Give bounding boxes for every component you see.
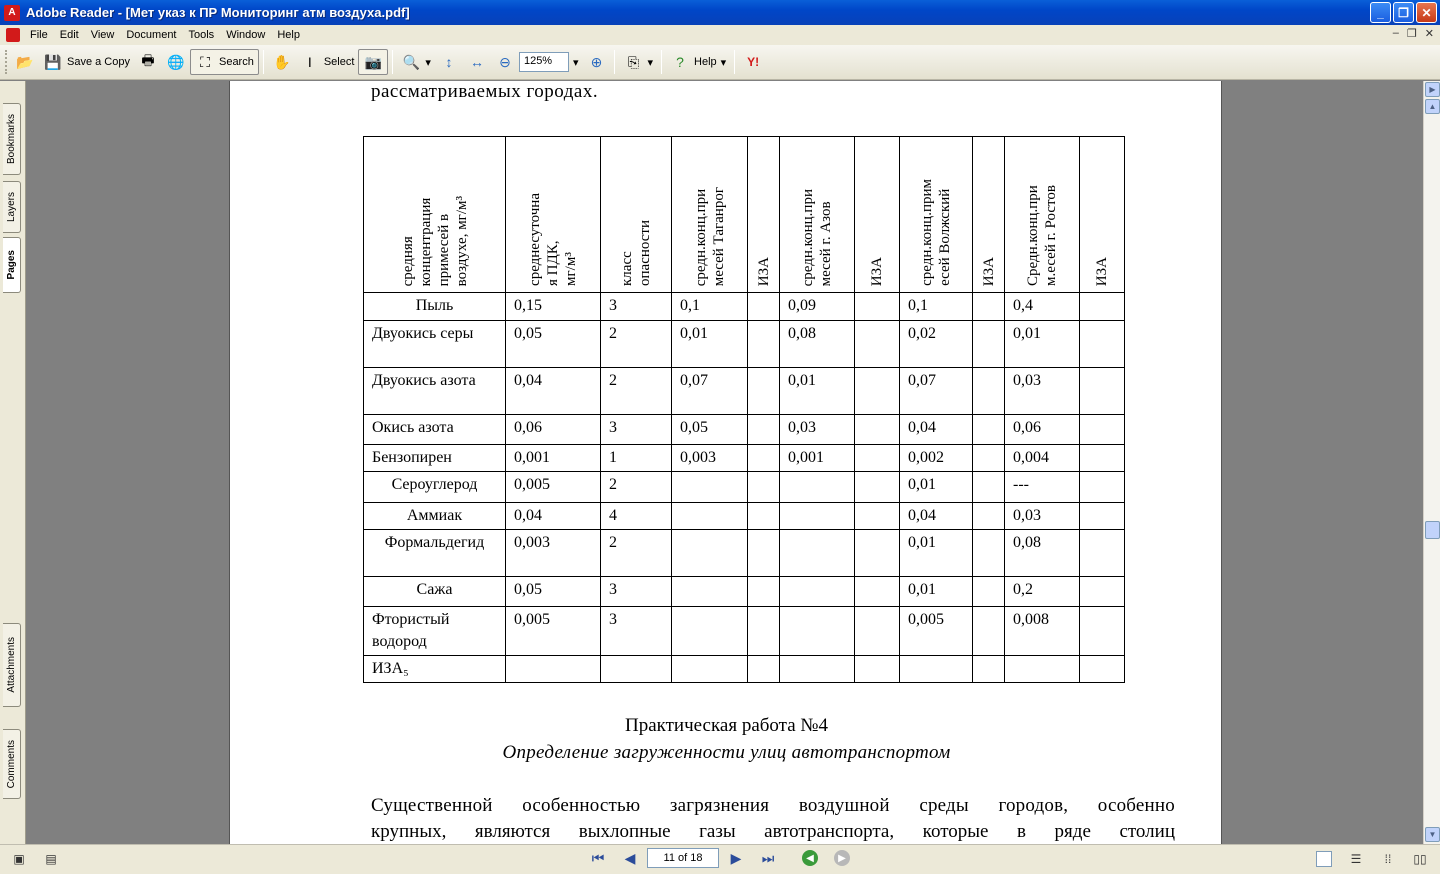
table-row [364, 321, 1125, 368]
table-cell: Двуокись азота [364, 368, 506, 415]
zoom-in-icon: ⊕ [590, 53, 603, 70]
hand-icon: ✋ [273, 53, 291, 70]
table-cell: Окись азота [364, 415, 506, 445]
table-row [364, 656, 1125, 683]
table-cell: 0,01 [900, 530, 973, 577]
table-cell: 0,05 [672, 415, 748, 445]
table-cell [672, 656, 748, 683]
table-cell [855, 530, 900, 577]
fit-page-button[interactable] [435, 49, 463, 75]
globe-icon: 🌐 [167, 53, 185, 70]
table-cell [973, 656, 1005, 683]
table-cell [855, 293, 900, 321]
table-cell [973, 577, 1005, 607]
select-tool-button[interactable] [296, 49, 359, 75]
printer-icon: 🖶 [141, 52, 155, 68]
zoom-out-button[interactable] [491, 49, 519, 75]
table-cell: 0,003 [506, 530, 601, 577]
table-cell: 0,04 [900, 503, 973, 530]
table-cell [672, 503, 748, 530]
dropdown-arrow-icon: ▾ [720, 56, 727, 69]
zoom-dropdown-arrow-icon[interactable]: ▾ [572, 56, 579, 69]
table-cell: 0,01 [1005, 321, 1080, 368]
table-cell: 0,01 [900, 472, 973, 503]
next-page-icon[interactable]: ▶ [730, 849, 742, 866]
page-size-icon[interactable]: ▤ [45, 852, 57, 866]
print-button[interactable] [134, 49, 162, 75]
yahoo-toolbar-button[interactable] [739, 49, 767, 75]
table-cell [1080, 530, 1125, 577]
table-cell: 0,008 [1005, 607, 1080, 656]
practical-work-title: Практическая работа №4 [624, 715, 829, 736]
table-cell [973, 368, 1005, 415]
table-cell: Сероуглерод [364, 472, 506, 503]
table-cell [855, 321, 900, 368]
snapshot-tool-button[interactable] [358, 49, 388, 75]
text-cursor-icon: I [307, 54, 312, 70]
table-cell: 2 [601, 530, 672, 577]
doc-restore-button[interactable]: ❐ [1406, 28, 1417, 40]
menu-tools[interactable]: Tools [188, 29, 215, 41]
table-cell: 0,06 [506, 415, 601, 445]
table-cell [855, 503, 900, 530]
fit-width-button[interactable] [463, 49, 491, 75]
rotate-icon: ⎘ [627, 53, 640, 70]
doc-minimize-button[interactable]: – [1392, 27, 1399, 39]
search-label: Search [218, 56, 254, 68]
doc-close-button[interactable]: ✕ [1424, 28, 1434, 40]
table-cell [748, 530, 780, 577]
table-cell [748, 503, 780, 530]
table-cell: 0,05 [506, 577, 601, 607]
help-icon: ? [676, 54, 684, 70]
table-cell [748, 368, 780, 415]
table-header-cell: ИЗА [973, 137, 1005, 293]
scroll-up-arrow-icon[interactable]: ▲ [1425, 99, 1440, 114]
continuous-icon[interactable]: ☰ [1350, 852, 1362, 866]
table-cell: 0,1 [672, 293, 748, 321]
table-cell: 0,01 [780, 368, 855, 415]
table-cell [672, 530, 748, 577]
table-cell: 2 [601, 368, 672, 415]
scrollbar-thumb[interactable] [1425, 521, 1440, 539]
continuous-facing-icon[interactable]: ⁞⁞ [1384, 852, 1392, 866]
table-cell: 0,05 [506, 321, 601, 368]
table-cell [1080, 607, 1125, 656]
table-cell [780, 472, 855, 503]
table-cell [900, 656, 973, 683]
table-cell: 0,4 [1005, 293, 1080, 321]
table-row [364, 415, 1125, 445]
table-cell: 0,07 [900, 368, 973, 415]
table-cell: 0,03 [1005, 503, 1080, 530]
page-text-line: рассматриваемых городах. [371, 81, 599, 102]
table-cell [601, 656, 672, 683]
single-page-icon[interactable] [1316, 851, 1332, 867]
rotate-view-button[interactable] [619, 49, 657, 75]
table-cell [748, 656, 780, 683]
toolbar-separator [614, 50, 615, 74]
table-cell [780, 656, 855, 683]
table-cell [973, 607, 1005, 656]
menu-document[interactable]: Document [126, 29, 177, 41]
table-header-cell: средн.конц.при месей г. Азов [780, 137, 855, 293]
table-cell: 1 [601, 445, 672, 472]
table-cell [1080, 472, 1125, 503]
table-cell: 0,15 [506, 293, 601, 321]
table-cell: 0,07 [672, 368, 748, 415]
table-cell [748, 445, 780, 472]
tab-bookmarks[interactable]: Bookmarks [3, 103, 21, 175]
table-cell [780, 577, 855, 607]
zoom-tool-button[interactable] [397, 49, 435, 75]
table-cell [1080, 445, 1125, 472]
table-cell [855, 577, 900, 607]
table-cell [855, 656, 900, 683]
table-row [364, 607, 1125, 656]
table-cell: 0,01 [900, 577, 973, 607]
table-cell: Аммиак [364, 503, 506, 530]
table-cell [1080, 368, 1125, 415]
table-cell [780, 607, 855, 656]
scroll-right-arrow-icon[interactable]: ▶ [1425, 82, 1440, 97]
search-button[interactable] [190, 49, 259, 75]
table-cell [748, 577, 780, 607]
table-row [364, 472, 1125, 503]
dropdown-arrow-icon: ▾ [647, 56, 654, 69]
table-cell [1080, 503, 1125, 530]
table-cell: 0,003 [672, 445, 748, 472]
table-cell [1080, 321, 1125, 368]
table-cell [780, 503, 855, 530]
previous-page-icon[interactable]: ◀ [624, 849, 636, 866]
table-cell: 0,1 [900, 293, 973, 321]
table-cell [855, 607, 900, 656]
table-row [364, 503, 1125, 530]
folder-icon: 📂 [16, 53, 34, 70]
save-copy-label: Save a Copy [67, 56, 130, 68]
yahoo-icon: Y! [747, 55, 760, 69]
table-cell: 0,005 [506, 607, 601, 656]
table-cell [1080, 415, 1125, 445]
table-cell [973, 321, 1005, 368]
table-cell [973, 415, 1005, 445]
practical-work-subtitle: Определение загруженности улиц автотранспортом [502, 742, 951, 763]
table-row [364, 445, 1125, 472]
pdf-icon: A [4, 5, 20, 21]
go-back-icon[interactable]: ◀ [802, 850, 818, 866]
page-number-field[interactable]: 11 of 18 [647, 848, 719, 868]
table-cell: 2 [601, 472, 672, 503]
table-cell: 3 [601, 607, 672, 656]
table-cell [748, 321, 780, 368]
title-bar [0, 0, 1440, 25]
navigation-panel-tabs [0, 81, 26, 844]
table-cell: 0,04 [900, 415, 973, 445]
tab-attachments[interactable]: Attachments [3, 623, 21, 707]
table-cell: 0,001 [780, 445, 855, 472]
table-cell [973, 530, 1005, 577]
menu-bar [0, 25, 1440, 45]
table-header-cell: ИЗА [855, 137, 900, 293]
tab-pages[interactable]: Pages [3, 237, 21, 293]
window-title: Adobe Reader - [Мет указ к ПР Мониторинг атм воздуха.pdf] [26, 5, 410, 20]
floppy-icon: 💾 [44, 53, 62, 70]
navigation-pane-icon[interactable]: ▣ [13, 852, 25, 866]
zoom-in-button[interactable] [582, 49, 610, 75]
zoom-level-input[interactable]: 125% [519, 52, 569, 72]
tab-layers[interactable]: Layers [3, 181, 21, 233]
table-header-cell: средн.конц.при месей Таганрог [672, 137, 748, 293]
minimize-button[interactable]: _ [1370, 2, 1391, 23]
table-cell: 0,01 [672, 321, 748, 368]
menu-file[interactable]: File [30, 29, 48, 41]
table-cell [855, 445, 900, 472]
table-cell [855, 368, 900, 415]
table-cell: 0,03 [780, 415, 855, 445]
document-icon[interactable] [6, 28, 20, 42]
menu-window[interactable]: Window [226, 29, 266, 41]
table-header-cell: ИЗА [748, 137, 780, 293]
table-cell [748, 472, 780, 503]
table-body [364, 293, 1125, 683]
restore-button[interactable]: ❐ [1393, 2, 1414, 23]
table-header-row [364, 137, 1125, 293]
table-row [364, 293, 1125, 321]
table-cell: 0,04 [506, 368, 601, 415]
zoom-out-icon: ⊖ [499, 53, 511, 70]
save-copy-button[interactable] [39, 49, 134, 75]
table-cell [748, 607, 780, 656]
table-cell [855, 415, 900, 445]
table-cell: 0,03 [1005, 368, 1080, 415]
toolbar [0, 45, 1440, 80]
table-cell [672, 607, 748, 656]
table-cell [1080, 577, 1125, 607]
dropdown-arrow-icon: ▾ [425, 56, 431, 69]
table-cell: 0,06 [1005, 415, 1080, 445]
table-cell: 0,001 [506, 445, 601, 472]
table-cell [672, 472, 748, 503]
table-row [364, 530, 1125, 577]
scroll-down-arrow-icon[interactable]: ▼ [1425, 827, 1440, 842]
status-bar [0, 844, 1440, 874]
toolbar-separator [263, 50, 264, 74]
table-cell: 0,09 [780, 293, 855, 321]
table-cell [748, 293, 780, 321]
toolbar-separator [392, 50, 393, 74]
table-cell: Двуокись серы [364, 321, 506, 368]
menu-help[interactable]: Help [277, 29, 300, 41]
table-cell: 3 [601, 293, 672, 321]
table-cell: 2 [601, 321, 672, 368]
table-header-cell: средняя концентрация примесей в воздухе, мг/м³ [364, 137, 506, 293]
table-cell [973, 293, 1005, 321]
binoculars-icon: ⛶ [200, 53, 210, 70]
vertical-scrollbar[interactable] [1423, 81, 1440, 844]
table-cell: Бензопирен [364, 445, 506, 472]
table-cell [672, 577, 748, 607]
table-row [364, 577, 1125, 607]
table-cell [1080, 656, 1125, 683]
table-cell: 4 [601, 503, 672, 530]
table-header-cell: Средн.конц.при м.есей г. Ростов [1005, 137, 1080, 293]
table-cell: 0,004 [1005, 445, 1080, 472]
camera-icon: 📷 [364, 53, 383, 70]
table-cell: ИЗА₅ [364, 656, 506, 683]
toolbar-grip[interactable] [5, 50, 8, 74]
magnifier-icon: 🔍 [402, 53, 421, 70]
table-cell: 0,02 [900, 321, 973, 368]
open-button[interactable] [11, 49, 39, 75]
fit-width-icon: ↔ [469, 54, 484, 70]
table-header-cell: средн.конц.прим есей Волжский [900, 137, 973, 293]
last-page-icon[interactable]: ⏭ [761, 849, 775, 866]
hand-tool-button[interactable] [268, 49, 296, 75]
table-cell: 3 [601, 577, 672, 607]
paragraph-line: Существенной особенностью загрязнения воздушной среды городов, особенно [371, 795, 1175, 816]
table-cell [973, 472, 1005, 503]
table-cell [748, 415, 780, 445]
table-cell: 0,2 [1005, 577, 1080, 607]
table-header-cell: среднесуточна я ПДК, мг/м³ [506, 137, 601, 293]
fit-page-icon: ↕ [445, 54, 453, 70]
table-cell: Пыль [364, 293, 506, 321]
table-cell: 0,04 [506, 503, 601, 530]
table-cell: 0,08 [1005, 530, 1080, 577]
help-label: Help [694, 56, 717, 68]
table-cell [506, 656, 601, 683]
table-cell [855, 472, 900, 503]
select-label: Select [323, 56, 355, 68]
email-button[interactable] [162, 49, 190, 75]
document-viewport[interactable] [27, 81, 1423, 844]
go-forward-icon[interactable]: ▶ [834, 850, 850, 866]
close-button[interactable]: ✕ [1416, 2, 1437, 23]
table-cell: 0,005 [506, 472, 601, 503]
table-cell: 3 [601, 415, 672, 445]
menu-edit[interactable]: Edit [59, 29, 79, 41]
first-page-icon[interactable]: ⏮ [591, 849, 605, 866]
pdf-page [229, 81, 1222, 844]
table-cell: Формальдегид [364, 530, 506, 577]
table-cell: Сажа [364, 577, 506, 607]
table-cell [1005, 656, 1080, 683]
table-cell: 0,08 [780, 321, 855, 368]
table-header-cell: ИЗА [1080, 137, 1125, 293]
menu-view[interactable]: View [90, 29, 115, 41]
toolbar-separator [734, 50, 735, 74]
table-cell [973, 503, 1005, 530]
table-cell: Фтористый водород [364, 607, 506, 656]
table-row [364, 368, 1125, 415]
table-cell [1080, 293, 1125, 321]
toolbar-separator [661, 50, 662, 74]
facing-icon[interactable]: ▯▯ [1413, 852, 1427, 866]
table-cell: 0,002 [900, 445, 973, 472]
tab-comments[interactable]: Comments [3, 729, 21, 799]
table-cell [780, 530, 855, 577]
pollution-table [363, 136, 1125, 683]
table-header-cell: класс опасности [601, 137, 672, 293]
table-cell: --- [1005, 472, 1080, 503]
help-button[interactable] [666, 49, 730, 75]
table-cell [973, 445, 1005, 472]
paragraph-line: крупных, являются выхлопные газы автотранспорта, которые в ряде столиц [371, 821, 1175, 842]
table-cell: 0,005 [900, 607, 973, 656]
